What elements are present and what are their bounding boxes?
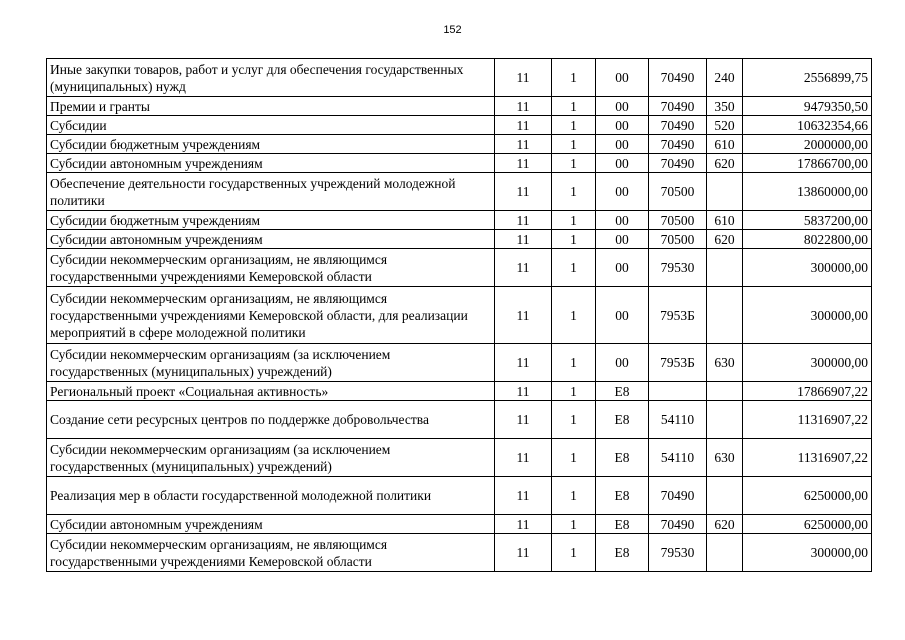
row-name: Реализация мер в области государственной молодежной политики xyxy=(47,477,495,515)
cell-section: 11 xyxy=(495,154,552,173)
cell-program: 1 xyxy=(552,515,596,534)
cell-subprogram: 00 xyxy=(596,173,649,211)
cell-expense-code: 70500 xyxy=(649,211,707,230)
cell-expense-code: 70490 xyxy=(649,59,707,97)
cell-section: 11 xyxy=(495,249,552,287)
table-row xyxy=(47,211,872,230)
cell-subprogram: 00 xyxy=(596,230,649,249)
cell-section: 11 xyxy=(495,515,552,534)
row-name: Субсидии автономным учреждениям xyxy=(47,154,495,173)
cell-amount: 10632354,66 xyxy=(743,116,872,135)
cell-expense-code: 79530 xyxy=(649,249,707,287)
cell-expense-code: 79530 xyxy=(649,534,707,572)
cell-section: 11 xyxy=(495,439,552,477)
table-row xyxy=(47,230,872,249)
cell-expense-type: 610 xyxy=(707,211,743,230)
row-name: Обеспечение деятельности государственных учреждений молодежной политики xyxy=(47,173,495,211)
cell-subprogram: E8 xyxy=(596,515,649,534)
row-name: Субсидии некоммерческим организациям, не являющимся государственными учреждениями Кемеровской области xyxy=(47,534,495,572)
cell-subprogram: 00 xyxy=(596,287,649,344)
table-row xyxy=(47,401,872,439)
cell-expense-code: 7953Б xyxy=(649,287,707,344)
cell-program: 1 xyxy=(552,249,596,287)
cell-subprogram: 00 xyxy=(596,344,649,382)
cell-expense-type xyxy=(707,249,743,287)
cell-expense-code xyxy=(649,382,707,401)
cell-program: 1 xyxy=(552,344,596,382)
cell-subprogram: 00 xyxy=(596,59,649,97)
cell-program: 1 xyxy=(552,382,596,401)
cell-expense-code: 70490 xyxy=(649,97,707,116)
cell-program: 1 xyxy=(552,135,596,154)
cell-subprogram: 00 xyxy=(596,116,649,135)
row-name: Субсидии некоммерческим организациям (за исключением государственных (муниципальных) учреждений) xyxy=(47,439,495,477)
cell-section: 11 xyxy=(495,230,552,249)
cell-subprogram: E8 xyxy=(596,477,649,515)
cell-amount: 8022800,00 xyxy=(743,230,872,249)
cell-program: 1 xyxy=(552,97,596,116)
cell-program: 1 xyxy=(552,401,596,439)
cell-expense-code: 70490 xyxy=(649,116,707,135)
cell-expense-type: 350 xyxy=(707,97,743,116)
cell-amount: 300000,00 xyxy=(743,287,872,344)
cell-section: 11 xyxy=(495,211,552,230)
table-row xyxy=(47,534,872,572)
cell-expense-code: 70490 xyxy=(649,135,707,154)
table-row xyxy=(47,116,872,135)
cell-amount: 17866907,22 xyxy=(743,382,872,401)
cell-section: 11 xyxy=(495,116,552,135)
cell-expense-type: 240 xyxy=(707,59,743,97)
table-row xyxy=(47,97,872,116)
budget-table xyxy=(46,58,872,572)
row-name: Иные закупки товаров, работ и услуг для обеспечения государственных (муниципальных) нужд xyxy=(47,59,495,97)
cell-expense-type xyxy=(707,534,743,572)
cell-expense-type: 630 xyxy=(707,344,743,382)
cell-subprogram: E8 xyxy=(596,382,649,401)
cell-expense-type xyxy=(707,173,743,211)
cell-section: 11 xyxy=(495,401,552,439)
table-row xyxy=(47,344,872,382)
cell-section: 11 xyxy=(495,97,552,116)
cell-expense-type: 620 xyxy=(707,515,743,534)
cell-section: 11 xyxy=(495,477,552,515)
cell-section: 11 xyxy=(495,534,552,572)
cell-expense-type xyxy=(707,287,743,344)
cell-amount: 11316907,22 xyxy=(743,439,872,477)
cell-expense-type: 620 xyxy=(707,230,743,249)
cell-expense-code: 70490 xyxy=(649,477,707,515)
cell-program: 1 xyxy=(552,439,596,477)
cell-subprogram: E8 xyxy=(596,534,649,572)
row-name: Субсидии некоммерческим организациям (за исключением государственных (муниципальных) учреждений) xyxy=(47,344,495,382)
table-row xyxy=(47,154,872,173)
cell-program: 1 xyxy=(552,230,596,249)
cell-amount: 5837200,00 xyxy=(743,211,872,230)
cell-subprogram: 00 xyxy=(596,154,649,173)
cell-expense-type xyxy=(707,382,743,401)
cell-program: 1 xyxy=(552,477,596,515)
cell-amount: 13860000,00 xyxy=(743,173,872,211)
cell-program: 1 xyxy=(552,211,596,230)
cell-expense-code: 70500 xyxy=(649,173,707,211)
cell-expense-type: 520 xyxy=(707,116,743,135)
table-row xyxy=(47,382,872,401)
cell-expense-type xyxy=(707,477,743,515)
cell-program: 1 xyxy=(552,287,596,344)
cell-section: 11 xyxy=(495,59,552,97)
table-row xyxy=(47,135,872,154)
cell-program: 1 xyxy=(552,116,596,135)
row-name: Субсидии xyxy=(47,116,495,135)
table-row xyxy=(47,287,872,344)
cell-expense-code: 70490 xyxy=(649,515,707,534)
cell-amount: 11316907,22 xyxy=(743,401,872,439)
row-name: Субсидии бюджетным учреждениям xyxy=(47,211,495,230)
row-name: Субсидии некоммерческим организациям, не являющимся государственными учреждениями Кемеровской области xyxy=(47,249,495,287)
table-row xyxy=(47,477,872,515)
cell-expense-type: 610 xyxy=(707,135,743,154)
cell-amount: 2556899,75 xyxy=(743,59,872,97)
cell-subprogram: 00 xyxy=(596,135,649,154)
table-row xyxy=(47,249,872,287)
cell-section: 11 xyxy=(495,135,552,154)
cell-amount: 6250000,00 xyxy=(743,477,872,515)
cell-program: 1 xyxy=(552,534,596,572)
cell-amount: 300000,00 xyxy=(743,344,872,382)
cell-expense-code: 7953Б xyxy=(649,344,707,382)
cell-amount: 300000,00 xyxy=(743,534,872,572)
page-number: 152 xyxy=(443,24,462,36)
table-row xyxy=(47,439,872,477)
cell-subprogram: 00 xyxy=(596,211,649,230)
cell-program: 1 xyxy=(552,59,596,97)
cell-subprogram: 00 xyxy=(596,97,649,116)
cell-section: 11 xyxy=(495,382,552,401)
cell-amount: 9479350,50 xyxy=(743,97,872,116)
cell-expense-type: 620 xyxy=(707,154,743,173)
row-name: Субсидии некоммерческим организациям, не являющимся государственными учреждениями Кемеровской области, для реализации мероприятий в сфере молодежной политики xyxy=(47,287,495,344)
table-row xyxy=(47,59,872,97)
cell-amount: 300000,00 xyxy=(743,249,872,287)
cell-section: 11 xyxy=(495,173,552,211)
cell-expense-code: 70500 xyxy=(649,230,707,249)
cell-expense-type xyxy=(707,401,743,439)
cell-subprogram: E8 xyxy=(596,439,649,477)
cell-amount: 17866700,00 xyxy=(743,154,872,173)
cell-program: 1 xyxy=(552,173,596,211)
cell-expense-code: 70490 xyxy=(649,154,707,173)
row-name: Создание сети ресурсных центров по поддержке добровольчества xyxy=(47,401,495,439)
cell-amount: 6250000,00 xyxy=(743,515,872,534)
table-row xyxy=(47,515,872,534)
cell-subprogram: 00 xyxy=(596,249,649,287)
cell-section: 11 xyxy=(495,287,552,344)
row-name: Субсидии автономным учреждениям xyxy=(47,515,495,534)
row-name: Региональный проект «Социальная активность» xyxy=(47,382,495,401)
row-name: Премии и гранты xyxy=(47,97,495,116)
cell-program: 1 xyxy=(552,154,596,173)
cell-section: 11 xyxy=(495,344,552,382)
cell-expense-code: 54110 xyxy=(649,401,707,439)
cell-amount: 2000000,00 xyxy=(743,135,872,154)
cell-expense-code: 54110 xyxy=(649,439,707,477)
row-name: Субсидии бюджетным учреждениям xyxy=(47,135,495,154)
cell-expense-type: 630 xyxy=(707,439,743,477)
cell-subprogram: E8 xyxy=(596,401,649,439)
table-row xyxy=(47,173,872,211)
row-name: Субсидии автономным учреждениям xyxy=(47,230,495,249)
